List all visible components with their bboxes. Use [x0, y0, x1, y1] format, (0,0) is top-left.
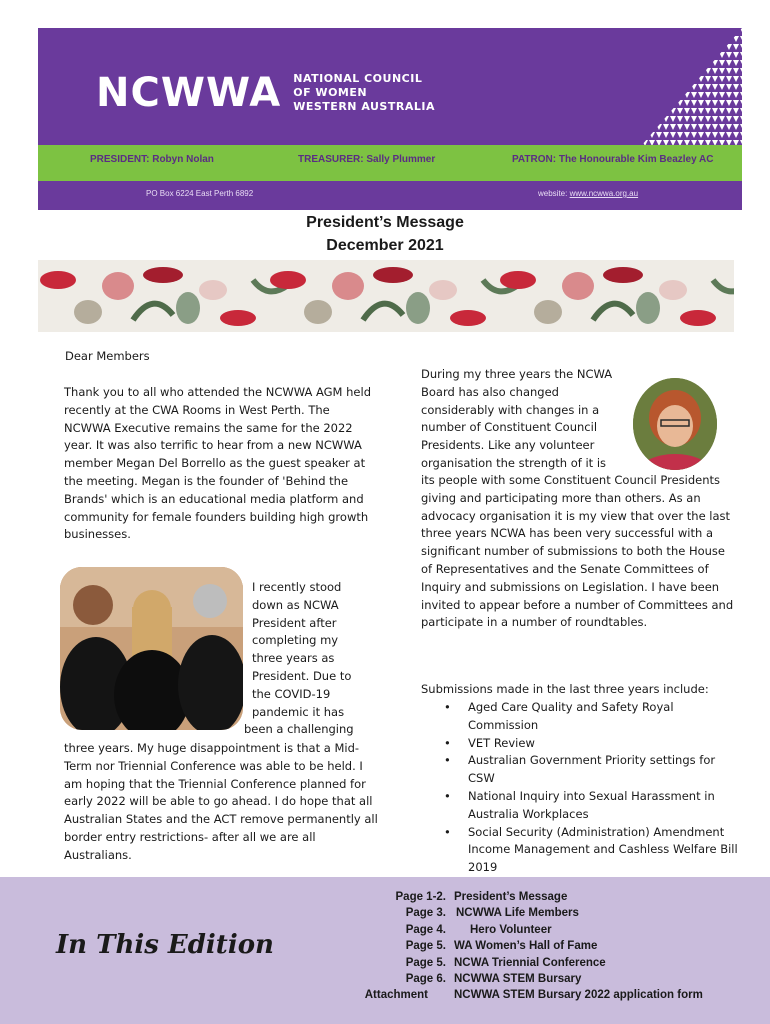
org-name-line: OF WOMEN [293, 86, 368, 99]
text-line: I recently stood [252, 580, 342, 594]
text-line: Presidents. Like any volunteer [421, 438, 595, 453]
portrait-illustration [633, 378, 717, 470]
toc-page: Page 5. [405, 956, 446, 969]
president-name: PRESIDENT: Robyn Nolan [90, 154, 214, 165]
text-line: been a challenging [244, 722, 354, 737]
toc-item: NCWWA Life Members [456, 907, 579, 920]
website-label: website: [538, 189, 568, 198]
in-this-edition-heading: In This Edition [56, 930, 274, 960]
wrapped-text-lines [244, 579, 354, 739]
salutation: Dear Members [65, 349, 150, 363]
list-item: • National Inquiry into Sexual Harassment in Australia Workplaces [440, 788, 740, 824]
right-paragraph: its people with some Constituent Council Presidents giving and participating more than others. As an advocacy organisation it is my view that over the last three years NCWA has been very successful with a significant number of submissions to both the House of Representatives and the Senate Committees of Inquiry and submissions on Legislation. I have been invited to appear before a number of Committees and participate in a number of roundtables. [421, 473, 734, 630]
toc-page: Page 6. [405, 973, 446, 986]
toc-item: NCWA Triennial Conference [454, 956, 606, 969]
postal-address: PO Box 6224 East Perth 6892 [146, 189, 254, 198]
treasurer-name: TREASURER: Sally Plummer [298, 154, 436, 165]
list-item: • Aged Care Quality and Safety Royal Commission [440, 699, 740, 735]
officers-bar [38, 145, 742, 181]
toc-item: President’s Message [454, 891, 568, 903]
toc-page: Page 1-2. [395, 891, 446, 903]
text-line: completing my [252, 633, 339, 648]
header-banner [38, 28, 742, 145]
list-item: • VET Review [440, 735, 740, 753]
text-line: three years as [252, 651, 335, 666]
floral-banner-image [38, 260, 734, 332]
president-portrait-photo [633, 378, 717, 470]
triangle-pattern-icon [642, 28, 742, 145]
logo-wordmark: NCWWA [96, 70, 282, 116]
text-line: down as NCWA [252, 597, 339, 612]
page-title: President’s Message [306, 214, 464, 231]
text-line: President. Due to [252, 668, 352, 683]
toc-page: Page 5. [405, 940, 446, 953]
floral-illustration [38, 260, 734, 332]
text-line: the COVID-19 [252, 686, 331, 701]
closing-paragraph: three years. My huge disappointment is that a Mid-Term nor Triennial Conference was able to be held. I am hoping that the Triennial Conference planned for early 2022 will be able to go ahead. I do hope that all Australian States and the ACT remove permanently all border entry restrictions- after all we are all Australians. [64, 741, 378, 862]
ncwwa-logo [96, 70, 435, 116]
submissions-list [440, 699, 740, 877]
toc-item: NCWWA STEM Bursary 2022 application form [454, 989, 703, 1002]
contact-bar [38, 181, 742, 210]
page-subtitle: December 2021 [326, 237, 444, 254]
toc-items [454, 889, 703, 1004]
toc-item: Hero Volunteer [470, 923, 552, 936]
patron-name: PATRON: The Honourable Kim Beazley AC [512, 154, 714, 165]
toc-page: Page 3. [405, 907, 446, 920]
group-photo [60, 567, 243, 730]
text-line: considerably with changes in a [421, 402, 600, 417]
list-item: • Australian Government Priority settings for CSW [440, 752, 740, 788]
org-name-line: NATIONAL COUNCIL [293, 72, 423, 85]
toc-item: WA Women’s Hall of Fame [454, 940, 598, 953]
toc-pages [356, 889, 446, 1004]
toc-page: Attachment [364, 989, 428, 1002]
logo-org-name [293, 72, 435, 114]
text-line: Board has also changed [421, 384, 559, 399]
website-link[interactable]: www.ncwwa.org.au [569, 189, 639, 198]
intro-paragraph: Thank you to all who attended the NCWWA AGM held recently at the CWA Rooms in West Perth. The NCWWA Executive remains the same for the 2022 year. It was also terrific to hear from a new NCWWA member Megan Del Borrello as the guest speaker at the meeting. Megan is the founder of 'Behind the Brands' which is an educational media platform and community for female founders building high growth businesses. [64, 385, 371, 542]
text-line: pandemic it has [252, 704, 345, 719]
three-women-photo [60, 567, 243, 730]
letterhead [38, 28, 742, 210]
text-line: President after [252, 615, 337, 630]
org-name-line: WESTERN AUSTRALIA [293, 100, 435, 113]
toc-item: NCWWA STEM Bursary [454, 973, 582, 986]
list-item: • Social Security (Administration) Amendment Income Management and Cashless Welfare Bill 2019 [440, 824, 740, 877]
website [538, 189, 638, 198]
right-wrapped-lines [421, 366, 612, 473]
text-line: number of Constituent Council [421, 420, 598, 435]
toc-page: Page 4. [405, 923, 446, 936]
text-line: organisation the strength of it is [421, 455, 607, 470]
submissions-intro: Submissions made in the last three years include: [421, 682, 709, 696]
text-line: During my three years the NCWA [421, 367, 613, 381]
